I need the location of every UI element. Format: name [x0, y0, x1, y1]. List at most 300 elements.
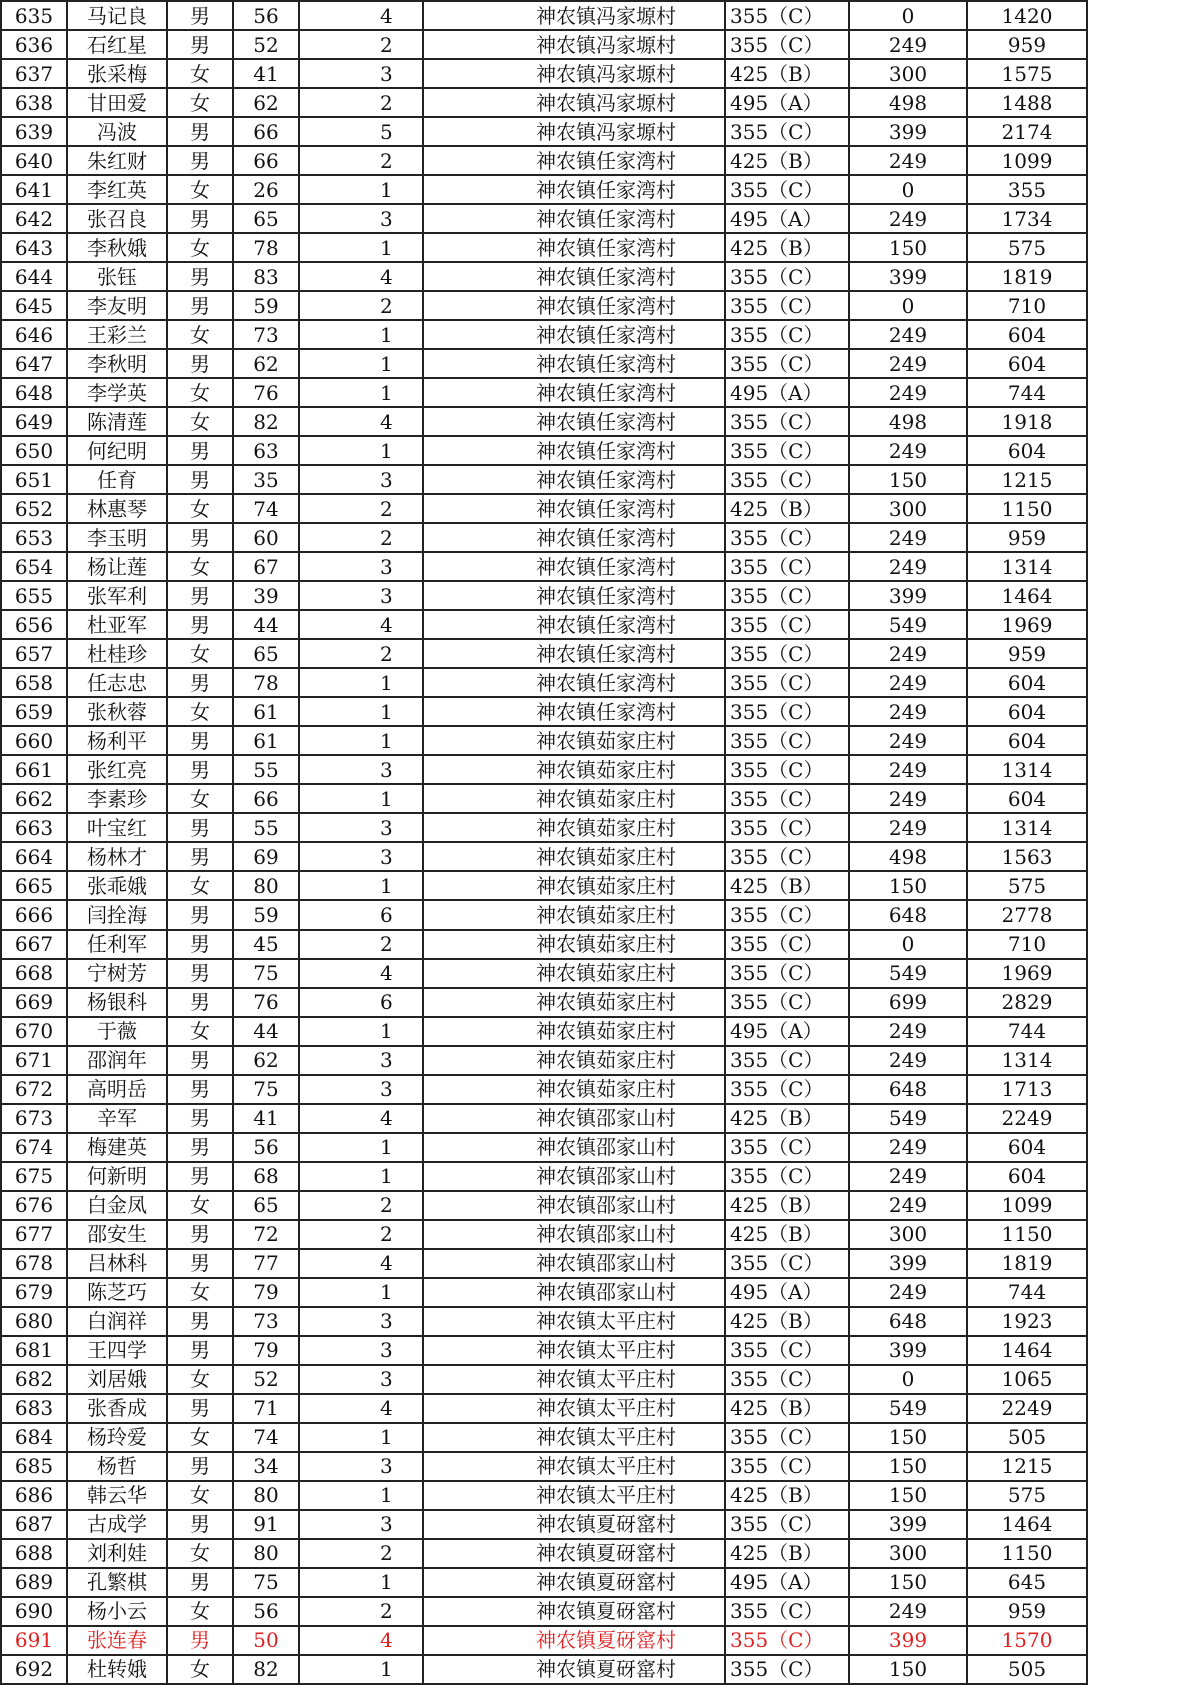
address-cell: 神农镇太平庄村	[423, 1423, 725, 1452]
gender-cell: 男	[167, 1162, 233, 1191]
household-size-cell: 1	[299, 1017, 423, 1046]
age-cell: 79	[233, 1336, 299, 1365]
address-cell: 神农镇邵家山村	[423, 1191, 725, 1220]
subsidy-cell: 399	[849, 117, 967, 146]
age-cell: 80	[233, 1539, 299, 1568]
name-cell: 闫拴海	[67, 900, 167, 929]
gender-cell: 男	[167, 1452, 233, 1481]
standard-cell: 355（C）	[725, 610, 849, 639]
subsidy-cell: 498	[849, 407, 967, 436]
address-cell: 神农镇茹家庄村	[423, 726, 725, 755]
total-cell: 1065	[967, 1365, 1087, 1394]
age-cell: 55	[233, 813, 299, 842]
table-row	[1, 88, 1087, 117]
age-cell: 67	[233, 552, 299, 581]
total-cell: 1099	[967, 146, 1087, 175]
age-cell: 41	[233, 1104, 299, 1133]
subsidy-cell: 249	[849, 639, 967, 668]
table-row	[1, 494, 1087, 523]
row-number-cell: 689	[1, 1568, 67, 1597]
standard-cell: 425（B）	[725, 871, 849, 900]
household-size-cell: 4	[299, 1394, 423, 1423]
standard-cell: 355（C）	[725, 930, 849, 959]
row-number-cell: 638	[1, 88, 67, 117]
subsidy-cell: 399	[849, 1249, 967, 1278]
name-cell: 李秋明	[67, 349, 167, 378]
standard-cell: 355（C）	[725, 697, 849, 726]
table-row	[1, 1568, 1087, 1597]
standard-cell: 355（C）	[725, 117, 849, 146]
standard-cell: 355（C）	[725, 668, 849, 697]
gender-cell: 男	[167, 1249, 233, 1278]
table-row	[1, 813, 1087, 842]
address-cell: 神农镇任家湾村	[423, 552, 725, 581]
gender-cell: 女	[167, 88, 233, 117]
household-size-cell: 1	[299, 233, 423, 262]
age-cell: 66	[233, 146, 299, 175]
table-row	[1, 1017, 1087, 1046]
row-number-cell: 644	[1, 262, 67, 291]
age-cell: 65	[233, 204, 299, 233]
total-cell: 959	[967, 1597, 1087, 1626]
address-cell: 神农镇任家湾村	[423, 233, 725, 262]
gender-cell: 男	[167, 959, 233, 988]
total-cell: 710	[967, 930, 1087, 959]
name-cell: 高明岳	[67, 1075, 167, 1104]
table-row	[1, 900, 1087, 929]
total-cell: 1713	[967, 1075, 1087, 1104]
total-cell: 604	[967, 697, 1087, 726]
subsidy-cell: 150	[849, 1655, 967, 1684]
name-cell: 何新明	[67, 1162, 167, 1191]
total-cell: 959	[967, 30, 1087, 59]
standard-cell: 425（B）	[725, 233, 849, 262]
gender-cell: 男	[167, 349, 233, 378]
name-cell: 张连春	[67, 1626, 167, 1655]
household-size-cell: 2	[299, 1220, 423, 1249]
address-cell: 神农镇任家湾村	[423, 407, 725, 436]
table-row	[1, 233, 1087, 262]
table-row	[1, 1481, 1087, 1510]
table-row	[1, 581, 1087, 610]
address-cell: 神农镇冯家塬村	[423, 88, 725, 117]
address-cell: 神农镇邵家山村	[423, 1278, 725, 1307]
age-cell: 76	[233, 378, 299, 407]
standard-cell: 355（C）	[725, 842, 849, 871]
subsidy-cell: 0	[849, 291, 967, 320]
subsidy-cell: 249	[849, 523, 967, 552]
address-cell: 神农镇冯家塬村	[423, 59, 725, 88]
total-cell: 1819	[967, 1249, 1087, 1278]
table-row	[1, 349, 1087, 378]
standard-cell: 355（C）	[725, 523, 849, 552]
age-cell: 68	[233, 1162, 299, 1191]
row-number-cell: 673	[1, 1104, 67, 1133]
age-cell: 71	[233, 1394, 299, 1423]
subsidy-cell: 699	[849, 988, 967, 1017]
row-number-cell: 661	[1, 755, 67, 784]
total-cell: 1314	[967, 813, 1087, 842]
household-size-cell: 3	[299, 1452, 423, 1481]
table-row	[1, 755, 1087, 784]
subsidy-cell: 399	[849, 1626, 967, 1655]
age-cell: 83	[233, 262, 299, 291]
household-size-cell: 1	[299, 1481, 423, 1510]
address-cell: 神农镇夏砑窰村	[423, 1568, 725, 1597]
address-cell: 神农镇任家湾村	[423, 291, 725, 320]
household-size-cell: 4	[299, 1, 423, 30]
household-size-cell: 1	[299, 1568, 423, 1597]
standard-cell: 425（B）	[725, 1394, 849, 1423]
household-size-cell: 3	[299, 842, 423, 871]
gender-cell: 男	[167, 1220, 233, 1249]
name-cell: 石红星	[67, 30, 167, 59]
standard-cell: 355（C）	[725, 1655, 849, 1684]
gender-cell: 男	[167, 523, 233, 552]
gender-cell: 男	[167, 813, 233, 842]
standard-cell: 495（A）	[725, 88, 849, 117]
household-size-cell: 1	[299, 1162, 423, 1191]
gender-cell: 女	[167, 407, 233, 436]
table-row	[1, 59, 1087, 88]
household-size-cell: 3	[299, 1307, 423, 1336]
age-cell: 78	[233, 233, 299, 262]
total-cell: 1150	[967, 494, 1087, 523]
total-cell: 744	[967, 1278, 1087, 1307]
row-number-cell: 681	[1, 1336, 67, 1365]
total-cell: 1575	[967, 59, 1087, 88]
name-cell: 邵安生	[67, 1220, 167, 1249]
address-cell: 神农镇冯家塬村	[423, 117, 725, 146]
total-cell: 959	[967, 523, 1087, 552]
row-number-cell: 662	[1, 784, 67, 813]
address-cell: 神农镇任家湾村	[423, 349, 725, 378]
row-number-cell: 663	[1, 813, 67, 842]
standard-cell: 355（C）	[725, 1046, 849, 1075]
subsidy-cell: 249	[849, 320, 967, 349]
address-cell: 神农镇茹家庄村	[423, 1046, 725, 1075]
subsidy-cell: 249	[849, 30, 967, 59]
name-cell: 李秋娥	[67, 233, 167, 262]
row-number-cell: 672	[1, 1075, 67, 1104]
name-cell: 杜转娥	[67, 1655, 167, 1684]
household-size-cell: 4	[299, 959, 423, 988]
table-row	[1, 842, 1087, 871]
subsidy-cell: 249	[849, 204, 967, 233]
standard-cell: 355（C）	[725, 784, 849, 813]
household-size-cell: 2	[299, 88, 423, 117]
row-number-cell: 648	[1, 378, 67, 407]
table-row	[1, 871, 1087, 900]
row-number-cell: 635	[1, 1, 67, 30]
name-cell: 杨玲爱	[67, 1423, 167, 1452]
address-cell: 神农镇茹家庄村	[423, 871, 725, 900]
age-cell: 61	[233, 697, 299, 726]
household-size-cell: 2	[299, 494, 423, 523]
gender-cell: 男	[167, 581, 233, 610]
name-cell: 杜桂珍	[67, 639, 167, 668]
name-cell: 辛军	[67, 1104, 167, 1133]
row-number-cell: 650	[1, 436, 67, 465]
address-cell: 神农镇任家湾村	[423, 639, 725, 668]
household-size-cell: 2	[299, 291, 423, 320]
name-cell: 杜亚军	[67, 610, 167, 639]
gender-cell: 女	[167, 697, 233, 726]
address-cell: 神农镇茹家庄村	[423, 784, 725, 813]
age-cell: 61	[233, 726, 299, 755]
name-cell: 宁树芳	[67, 959, 167, 988]
gender-cell: 男	[167, 1307, 233, 1336]
address-cell: 神农镇茹家庄村	[423, 959, 725, 988]
total-cell: 744	[967, 378, 1087, 407]
address-cell: 神农镇茹家庄村	[423, 1017, 725, 1046]
total-cell: 959	[967, 639, 1087, 668]
total-cell: 1734	[967, 204, 1087, 233]
gender-cell: 女	[167, 1655, 233, 1684]
row-number-cell: 669	[1, 988, 67, 1017]
household-size-cell: 2	[299, 523, 423, 552]
total-cell: 1488	[967, 88, 1087, 117]
total-cell: 1150	[967, 1539, 1087, 1568]
name-cell: 冯波	[67, 117, 167, 146]
total-cell: 2249	[967, 1104, 1087, 1133]
age-cell: 73	[233, 320, 299, 349]
table-body	[1, 1, 1087, 1684]
standard-cell: 425（B）	[725, 1481, 849, 1510]
name-cell: 李学英	[67, 378, 167, 407]
subsidy-cell: 249	[849, 552, 967, 581]
name-cell: 杨利平	[67, 726, 167, 755]
name-cell: 张召良	[67, 204, 167, 233]
row-number-cell: 653	[1, 523, 67, 552]
name-cell: 李友明	[67, 291, 167, 320]
table-row	[1, 1, 1087, 30]
table-row	[1, 1365, 1087, 1394]
age-cell: 82	[233, 1655, 299, 1684]
total-cell: 604	[967, 1133, 1087, 1162]
table-row	[1, 1452, 1087, 1481]
age-cell: 63	[233, 436, 299, 465]
name-cell: 王彩兰	[67, 320, 167, 349]
address-cell: 神农镇茹家庄村	[423, 842, 725, 871]
standard-cell: 425（B）	[725, 146, 849, 175]
household-size-cell: 2	[299, 146, 423, 175]
row-number-cell: 636	[1, 30, 67, 59]
household-size-cell: 1	[299, 320, 423, 349]
standard-cell: 425（B）	[725, 494, 849, 523]
household-size-cell: 2	[299, 1597, 423, 1626]
table-row	[1, 1307, 1087, 1336]
subsidy-cell: 249	[849, 1191, 967, 1220]
gender-cell: 男	[167, 1626, 233, 1655]
subsidy-cell: 399	[849, 262, 967, 291]
age-cell: 66	[233, 117, 299, 146]
table-row	[1, 1046, 1087, 1075]
household-size-cell: 1	[299, 175, 423, 204]
table-row	[1, 175, 1087, 204]
row-number-cell: 656	[1, 610, 67, 639]
age-cell: 82	[233, 407, 299, 436]
standard-cell: 355（C）	[725, 1452, 849, 1481]
address-cell: 神农镇邵家山村	[423, 1162, 725, 1191]
standard-cell: 355（C）	[725, 1133, 849, 1162]
address-cell: 神农镇太平庄村	[423, 1336, 725, 1365]
subsidy-cell: 249	[849, 1046, 967, 1075]
age-cell: 66	[233, 784, 299, 813]
standard-cell: 425（B）	[725, 1220, 849, 1249]
table-row	[1, 378, 1087, 407]
table-row	[1, 610, 1087, 639]
row-number-cell: 642	[1, 204, 67, 233]
age-cell: 56	[233, 1597, 299, 1626]
household-size-cell: 3	[299, 1046, 423, 1075]
standard-cell: 355（C）	[725, 436, 849, 465]
household-size-cell: 3	[299, 465, 423, 494]
standard-cell: 425（B）	[725, 1539, 849, 1568]
standard-cell: 355（C）	[725, 1626, 849, 1655]
gender-cell: 男	[167, 1104, 233, 1133]
standard-cell: 355（C）	[725, 988, 849, 1017]
total-cell: 1215	[967, 465, 1087, 494]
name-cell: 朱红财	[67, 146, 167, 175]
table-row	[1, 1626, 1087, 1655]
row-number-cell: 690	[1, 1597, 67, 1626]
household-size-cell: 1	[299, 1133, 423, 1162]
name-cell: 任育	[67, 465, 167, 494]
subsidy-cell: 399	[849, 581, 967, 610]
household-size-cell: 3	[299, 1075, 423, 1104]
row-number-cell: 671	[1, 1046, 67, 1075]
gender-cell: 男	[167, 900, 233, 929]
standard-cell: 355（C）	[725, 1336, 849, 1365]
row-number-cell: 659	[1, 697, 67, 726]
age-cell: 62	[233, 349, 299, 378]
address-cell: 神农镇任家湾村	[423, 523, 725, 552]
total-cell: 604	[967, 784, 1087, 813]
gender-cell: 男	[167, 117, 233, 146]
row-number-cell: 637	[1, 59, 67, 88]
age-cell: 78	[233, 668, 299, 697]
total-cell: 1215	[967, 1452, 1087, 1481]
subsidy-cell: 150	[849, 465, 967, 494]
name-cell: 杨哲	[67, 1452, 167, 1481]
gender-cell: 男	[167, 30, 233, 59]
total-cell: 575	[967, 1481, 1087, 1510]
name-cell: 陈清莲	[67, 407, 167, 436]
age-cell: 91	[233, 1510, 299, 1539]
total-cell: 710	[967, 291, 1087, 320]
table-row	[1, 1162, 1087, 1191]
household-size-cell: 4	[299, 610, 423, 639]
total-cell: 505	[967, 1655, 1087, 1684]
name-cell: 李素珍	[67, 784, 167, 813]
row-number-cell: 667	[1, 930, 67, 959]
name-cell: 张红亮	[67, 755, 167, 784]
table-row	[1, 1278, 1087, 1307]
gender-cell: 女	[167, 59, 233, 88]
address-cell: 神农镇任家湾村	[423, 697, 725, 726]
row-number-cell: 658	[1, 668, 67, 697]
subsidy-cell: 498	[849, 842, 967, 871]
gender-cell: 男	[167, 1, 233, 30]
row-number-cell: 645	[1, 291, 67, 320]
subsidy-cell: 300	[849, 1539, 967, 1568]
table-row	[1, 930, 1087, 959]
household-size-cell: 1	[299, 378, 423, 407]
table-row	[1, 1655, 1087, 1684]
subsidy-cell: 549	[849, 1394, 967, 1423]
table-row	[1, 959, 1087, 988]
age-cell: 74	[233, 494, 299, 523]
total-cell: 1464	[967, 1336, 1087, 1365]
row-number-cell: 639	[1, 117, 67, 146]
age-cell: 45	[233, 930, 299, 959]
standard-cell: 425（B）	[725, 1191, 849, 1220]
name-cell: 甘田爱	[67, 88, 167, 117]
address-cell: 神农镇夏砑窰村	[423, 1655, 725, 1684]
address-cell: 神农镇茹家庄村	[423, 988, 725, 1017]
table-row	[1, 1539, 1087, 1568]
row-number-cell: 654	[1, 552, 67, 581]
address-cell: 神农镇任家湾村	[423, 320, 725, 349]
row-number-cell: 692	[1, 1655, 67, 1684]
gender-cell: 女	[167, 1481, 233, 1510]
age-cell: 44	[233, 610, 299, 639]
age-cell: 39	[233, 581, 299, 610]
total-cell: 1918	[967, 407, 1087, 436]
name-cell: 于薇	[67, 1017, 167, 1046]
table-row	[1, 117, 1087, 146]
household-size-cell: 2	[299, 1191, 423, 1220]
name-cell: 白润祥	[67, 1307, 167, 1336]
address-cell: 神农镇太平庄村	[423, 1365, 725, 1394]
row-number-cell: 685	[1, 1452, 67, 1481]
total-cell: 1969	[967, 959, 1087, 988]
household-size-cell: 3	[299, 755, 423, 784]
standard-cell: 355（C）	[725, 320, 849, 349]
total-cell: 1314	[967, 552, 1087, 581]
table-row	[1, 552, 1087, 581]
row-number-cell: 670	[1, 1017, 67, 1046]
table-row	[1, 1104, 1087, 1133]
row-number-cell: 683	[1, 1394, 67, 1423]
name-cell: 张钰	[67, 262, 167, 291]
row-number-cell: 655	[1, 581, 67, 610]
row-number-cell: 680	[1, 1307, 67, 1336]
address-cell: 神农镇夏砑窰村	[423, 1626, 725, 1655]
gender-cell: 女	[167, 871, 233, 900]
address-cell: 神农镇任家湾村	[423, 494, 725, 523]
address-cell: 神农镇夏砑窰村	[423, 1597, 725, 1626]
standard-cell: 355（C）	[725, 813, 849, 842]
table-row	[1, 1220, 1087, 1249]
address-cell: 神农镇邵家山村	[423, 1104, 725, 1133]
row-number-cell: 682	[1, 1365, 67, 1394]
name-cell: 梅建英	[67, 1133, 167, 1162]
age-cell: 44	[233, 1017, 299, 1046]
table-row	[1, 146, 1087, 175]
row-number-cell: 674	[1, 1133, 67, 1162]
household-size-cell: 4	[299, 1104, 423, 1133]
subsidy-cell: 249	[849, 726, 967, 755]
table-row	[1, 1249, 1087, 1278]
standard-cell: 355（C）	[725, 1249, 849, 1278]
gender-cell: 男	[167, 1075, 233, 1104]
standard-cell: 355（C）	[725, 1075, 849, 1104]
age-cell: 75	[233, 1075, 299, 1104]
standard-cell: 355（C）	[725, 755, 849, 784]
standard-cell: 425（B）	[725, 1104, 849, 1133]
